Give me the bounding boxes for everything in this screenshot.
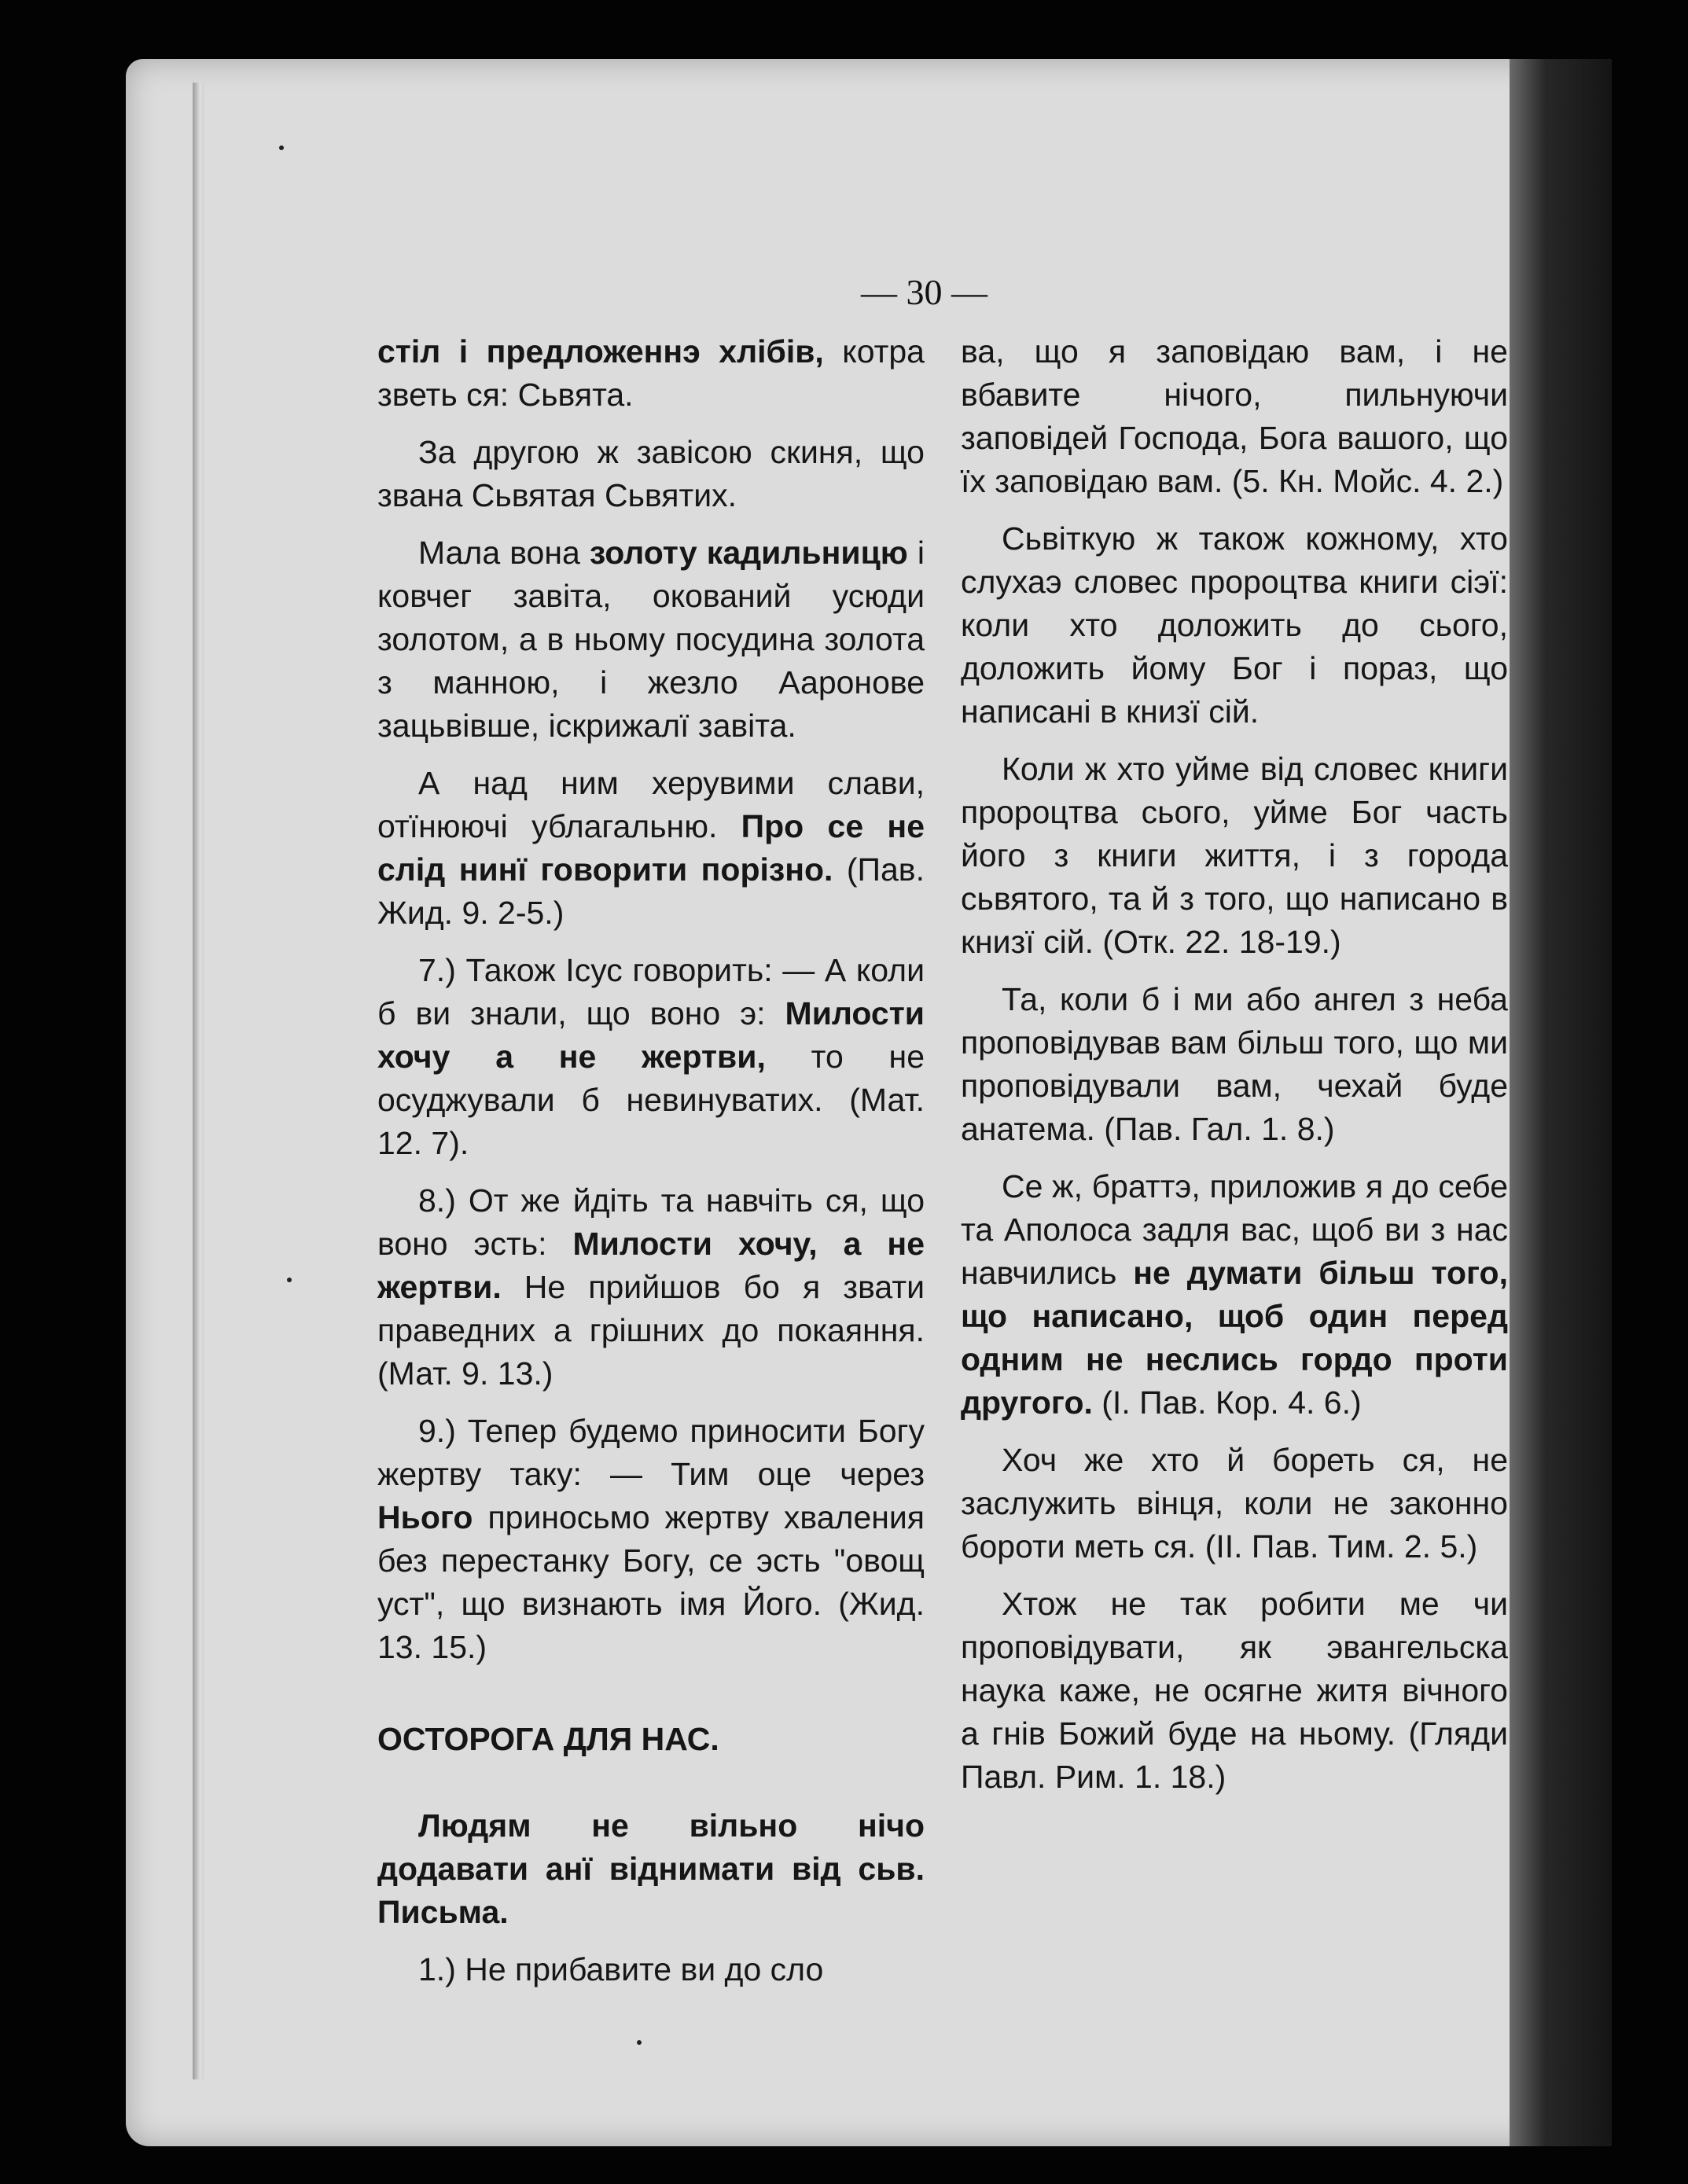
paragraph: Сьвіткую ж також кожному, хто слухаэ словес пророцтва книги сіэї: коли хто доложить до сього, доложить йому Бог і пораз, що написані в книзї сій.	[961, 520, 1508, 730]
paragraph: 7.) Також Ісус говорить: — А коли б ви знали, що воно э: Милости хочу а не жертви, то не осуджували б невинуватих. (Мат. 12. 7).	[377, 952, 925, 1161]
page-fold-shadow	[193, 83, 204, 2079]
paragraph: ва, що я заповідаю вам, і не вбавите нічого, пильнуючи заповідей Господа, Бога вашого, що їх заповідаю вам. (5. Кн. Мойс. 4. 2.)	[961, 333, 1508, 499]
section-heading: ОСТОРОГА ДЛЯ НАС.	[377, 1721, 719, 1757]
paragraph: Коли ж хто уйме від словес книги пророцтва сього, уйме Бог часть його з книги життя, і з города сьвятого, та й з того, що написано в книзї сій. (Отк. 22. 18-19.)	[961, 751, 1508, 960]
left-column	[377, 330, 925, 2006]
paragraph: 9.) Тепер будемо приносити Богу жертву таку: — Тим оце через Нього приносьмо жертву хваления без перестанку Богу, се эсть "овощ уст", що визнають імя Його. (Жид. 13. 15.)	[377, 1413, 925, 1665]
paragraph: Хоч же хто й бореть ся, не заслужить вінця, коли не законно бороти меть ся. (II. Пав. Тим. 2. 5.)	[961, 1442, 1508, 1564]
paragraph: Та, коли б і ми або ангел з неба проповідував вам більш того, що ми проповідували вам, чехай буде анатема. (Пав. Гал. 1. 8.)	[961, 981, 1508, 1147]
paragraph: Мала вона золоту кадильницю і ковчег завіта, окований усюди золотом, а в ньому посудина золота з манною, і жезло Ааронове зацьвівше, іскрижалї завіта.	[377, 535, 925, 744]
paragraph: Се ж, браттэ, приложив я до себе та Аполоса задля вас, щоб ви з нас навчились не думати більш того, що написано, щоб один перед одним не неслись гордо проти другого. (І. Пав. Кор. 4. 6.)	[961, 1168, 1508, 1421]
page-number: — 30 —	[861, 272, 987, 312]
speck	[287, 1278, 292, 1282]
paragraph: стіл і предложеннэ хлібів, котра зветь ся: Сьвята.	[377, 333, 925, 413]
paragraph: За другою ж завісою скиня, що звана Сьвятая Сьвятих.	[377, 434, 925, 513]
speck	[637, 2040, 642, 2045]
paragraph: 1.) Не прибавите ви до сло	[418, 1951, 824, 1987]
right-column	[961, 330, 1508, 1813]
paragraph: 8.) От же йдіть та навчіть ся, що воно эсть: Милости хочу, а не жертви. Не прийшов бо я звати праведних а грішних до покаяння. (Мат. 9. 13.)	[377, 1182, 925, 1392]
section-subheading: Людям не вільно нічо додавати анї віднимати від сьв. Письма.	[377, 1807, 925, 1930]
paragraph: А над ним херувими слави, отїнюючі ублагальню. Про се не слід нинї говорити порізно. (Пав. Жид. 9. 2-5.)	[377, 765, 925, 931]
page-dark-edge	[1510, 59, 1612, 2146]
speck	[279, 145, 284, 150]
paragraph: Хтож не так робити ме чи проповідувати, як эвангельска наука каже, не осягне житя вічного а гнів Божий буде на ньому. (Гляди Павл. Рим. 1. 18.)	[961, 1586, 1508, 1795]
